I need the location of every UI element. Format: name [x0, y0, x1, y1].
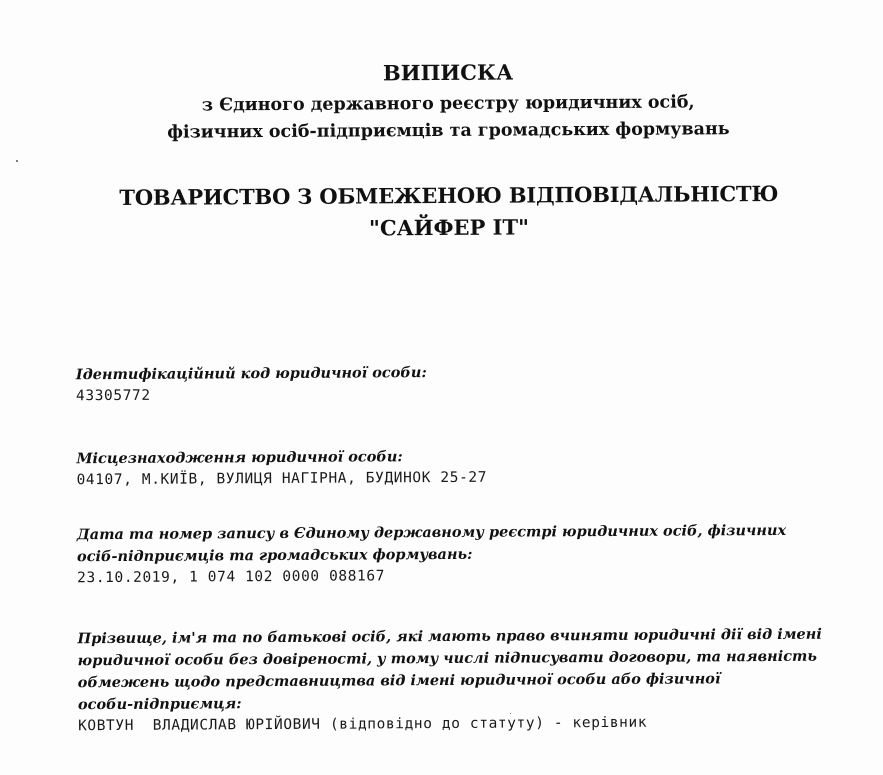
- scan-speck: [16, 160, 18, 162]
- entity-name-line2: "САЙФЕР ІТ": [368, 214, 530, 241]
- authorized-persons-label-line1: Прізвище, ім'я та по батькові осіб, які мають право вчиняти юридичні дії від імені: [77, 625, 822, 648]
- identification-code-value: 43305772: [75, 387, 151, 405]
- registration-record-label-line2: осіб-підприємців та громадських формувань:: [76, 545, 473, 566]
- document-title: ВИПИСКА: [382, 59, 514, 86]
- address-field: [76, 444, 836, 491]
- registration-record-label-line1: Дата та номер запису в Єдиному державному реєстрі юридичних осіб, фізичних: [76, 521, 787, 544]
- address-label: Місцезнаходження юридичної особи:: [76, 448, 403, 468]
- address-value: 04107, М.КИЇВ, ВУЛИЦЯ НАГІРНА, БУДИНОК 25-27: [76, 469, 488, 489]
- authorized-persons-field: [77, 624, 838, 737]
- registration-record-value: 23.10.2019, 1 074 102 0000 088167: [77, 568, 386, 587]
- registration-record-field: [77, 520, 837, 589]
- authorized-persons-label-line3: обмежень щодо представництва від імені юридичної особи або фізичної: [77, 670, 721, 692]
- document-subtitle-line2: фізичних осіб-підприємців та громадських формувань: [167, 119, 730, 143]
- identification-code-label: Ідентифікаційний код юридичної особи:: [75, 364, 427, 384]
- authorized-persons-label-line4: особи-підприємця:: [77, 695, 242, 714]
- identification-code-field: [76, 360, 836, 407]
- entity-name-line1: ТОВАРИСТВО З ОБМЕЖЕНОЮ ВІДПОВІДАЛЬНІСТЮ: [119, 180, 779, 210]
- authorized-persons-value: КОВТУН ВЛАДИСЛАВ ЮРІЙОВИЧ (відповідно до статуту) - керівник: [77, 714, 648, 735]
- authorized-persons-label-line2: юридичної особи без довіреності, у тому числі підписувати договори, та наявність: [77, 647, 817, 670]
- scan-speck: [510, 713, 511, 714]
- document-subtitle-line1: з Єдиного державного реєстру юридичних осіб,: [201, 92, 695, 116]
